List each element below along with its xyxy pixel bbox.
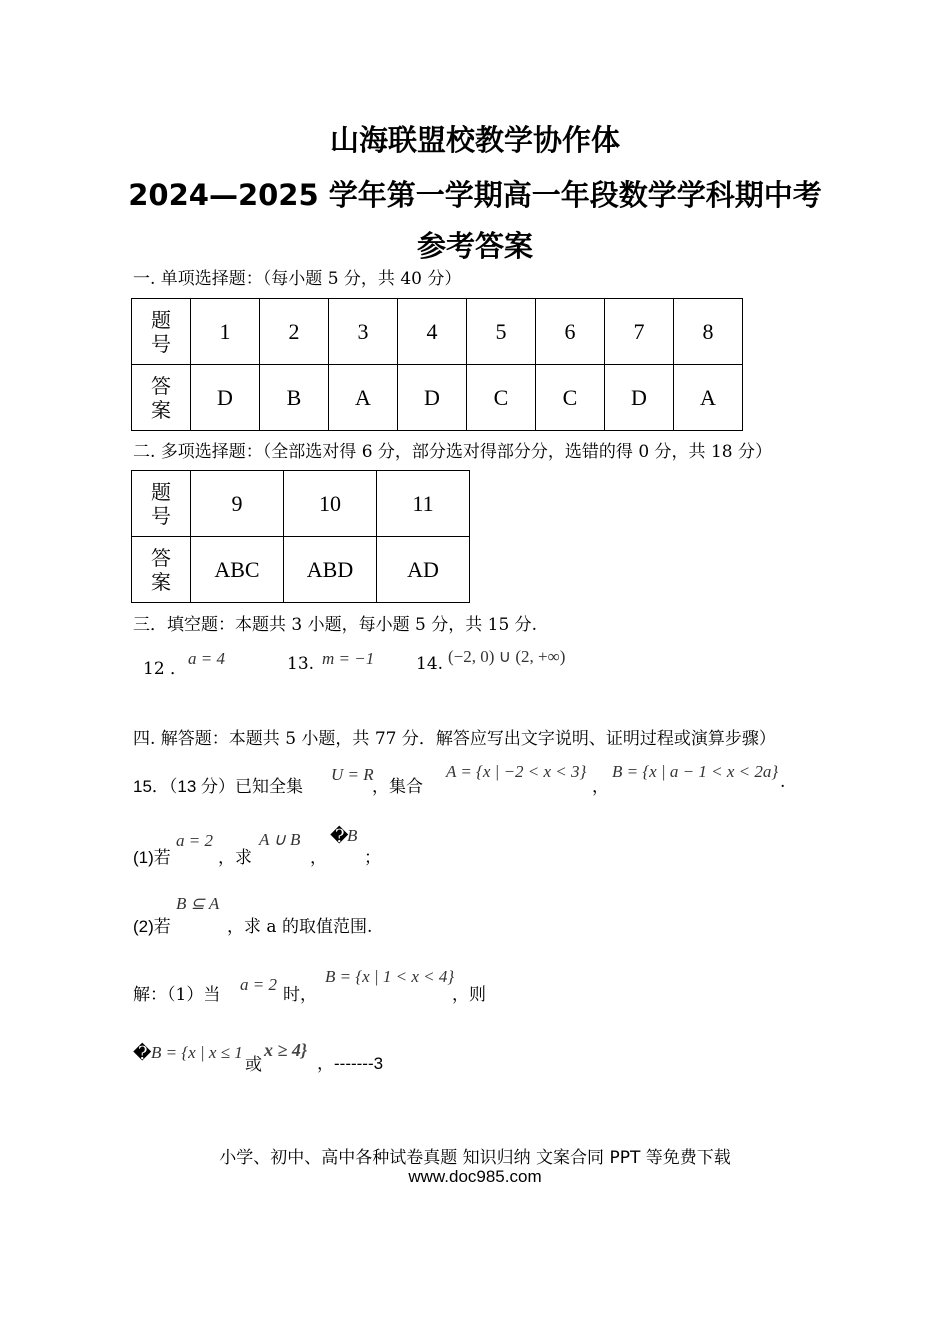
answer-cell: D — [398, 365, 467, 431]
number-row — [132, 471, 470, 537]
q14-answer: (−2, 0) ∪ (2, +∞) — [448, 647, 566, 666]
solution-then: ，则 — [452, 985, 486, 1005]
answer-cell: A — [674, 365, 743, 431]
answer-cell: D — [605, 365, 674, 431]
question-number: 5 — [467, 299, 536, 365]
answer-row — [132, 537, 470, 603]
question-number: 8 — [674, 299, 743, 365]
multi-choice-table — [131, 470, 470, 603]
q15-universal-set: U = R — [331, 765, 374, 784]
row-label — [132, 471, 191, 537]
number-row — [132, 299, 743, 365]
part2-ask: ，求 a 的取值范围. — [227, 917, 373, 937]
complement-expression: B = {x | x ≤ 1 — [151, 1043, 243, 1062]
part1-condition: a = 2 — [176, 831, 213, 850]
q14-label: 14. — [416, 654, 444, 674]
answer-row — [132, 365, 743, 431]
part1-ask: ，求 — [218, 848, 252, 868]
complement-symbol-icon: � — [133, 1043, 152, 1064]
label-number: 题号 — [151, 479, 171, 528]
answer-cell: AD — [377, 537, 470, 603]
part2-condition: B ⊆ A — [176, 894, 220, 913]
q15-end: . — [780, 772, 786, 792]
q13-answer: m = −1 — [322, 649, 375, 668]
footer-promo: 小学、初中、高中各种试卷真题 知识归纳 文案合同 PPT 等免费下载 — [219, 1148, 731, 1168]
question-number: 4 — [398, 299, 467, 365]
header-title: 山海联盟校教学协作体 — [329, 123, 620, 157]
complement-symbol-icon: � — [330, 826, 349, 847]
question-number: 9 — [191, 471, 284, 537]
solution-set-B: B = {x | 1 < x < 4} — [325, 967, 455, 986]
row-label — [132, 299, 191, 365]
part2-label: (2)若 — [133, 917, 171, 936]
solution-condition: a = 2 — [240, 975, 277, 994]
answer-cell: A — [329, 365, 398, 431]
solution-label: 解：（1）当 — [133, 985, 221, 1005]
q15-intro-text: 15．（13 分）已知全集 — [133, 777, 304, 796]
question-number: 7 — [605, 299, 674, 365]
question-number: 1 — [191, 299, 260, 365]
q15-set-B: B = {x | a − 1 < x < 2a} — [612, 762, 779, 781]
answer-cell: D — [191, 365, 260, 431]
answer-cell: C — [536, 365, 605, 431]
q12-answer: a = 4 — [188, 649, 225, 668]
question-number: 2 — [260, 299, 329, 365]
part1-end: ； — [364, 848, 381, 868]
footer-link[interactable]: www.doc985.com — [408, 1167, 542, 1186]
label-answer: 答案 — [151, 373, 171, 422]
question-number: 6 — [536, 299, 605, 365]
answer-cell: C — [467, 365, 536, 431]
q15-sep: ， — [592, 777, 609, 797]
section1-heading: 一. 单项选择题：（每小题 5 分，共 40 分） — [133, 269, 462, 289]
answer-cell: ABD — [284, 537, 377, 603]
single-choice-table — [131, 298, 743, 431]
answer-key-title: 参考答案 — [416, 229, 533, 263]
score-marker: ，-------3 — [317, 1054, 384, 1073]
answer-cell: ABC — [191, 537, 284, 603]
q15-mid: ，集合 — [372, 777, 423, 797]
section2-heading: 二. 多项选择题：（全部选对得 6 分，部分选对得部分分，选错的得 0 分，共 18 分） — [133, 442, 772, 462]
part1-complement-B: B — [347, 826, 358, 845]
complement-or: 或 — [245, 1055, 262, 1075]
label-number: 题号 — [151, 307, 171, 356]
part1-label: (1)若 — [133, 848, 171, 867]
question-number: 11 — [377, 471, 470, 537]
section3-heading: 三．填空题：本题共 3 小题，每小题 5 分，共 15 分. — [133, 615, 538, 635]
label-answer: 答案 — [151, 545, 171, 594]
part1-sep: ， — [310, 848, 327, 868]
answer-cell: B — [260, 365, 329, 431]
row-label — [132, 365, 191, 431]
question-number: 10 — [284, 471, 377, 537]
q13-label: 13. — [287, 654, 315, 674]
question-number: 3 — [329, 299, 398, 365]
row-label — [132, 537, 191, 603]
exam-title: 2024—2025 学年第一学期高一年段数学学科期中考 — [128, 178, 822, 212]
solution-when: 时， — [283, 985, 317, 1005]
complement-bold-part: x ≥ 4} — [264, 1040, 308, 1060]
part1-union: A ∪ B — [259, 830, 301, 849]
q15-intro — [133, 772, 303, 797]
q12-label: 12 ． — [143, 659, 188, 679]
section4-heading: 四. 解答题：本题共 5 小题，共 77 分．解答应写出文字说明、证明过程或演算步骤） — [133, 729, 776, 749]
q15-set-A: A = {x | −2 < x < 3} — [446, 762, 587, 781]
